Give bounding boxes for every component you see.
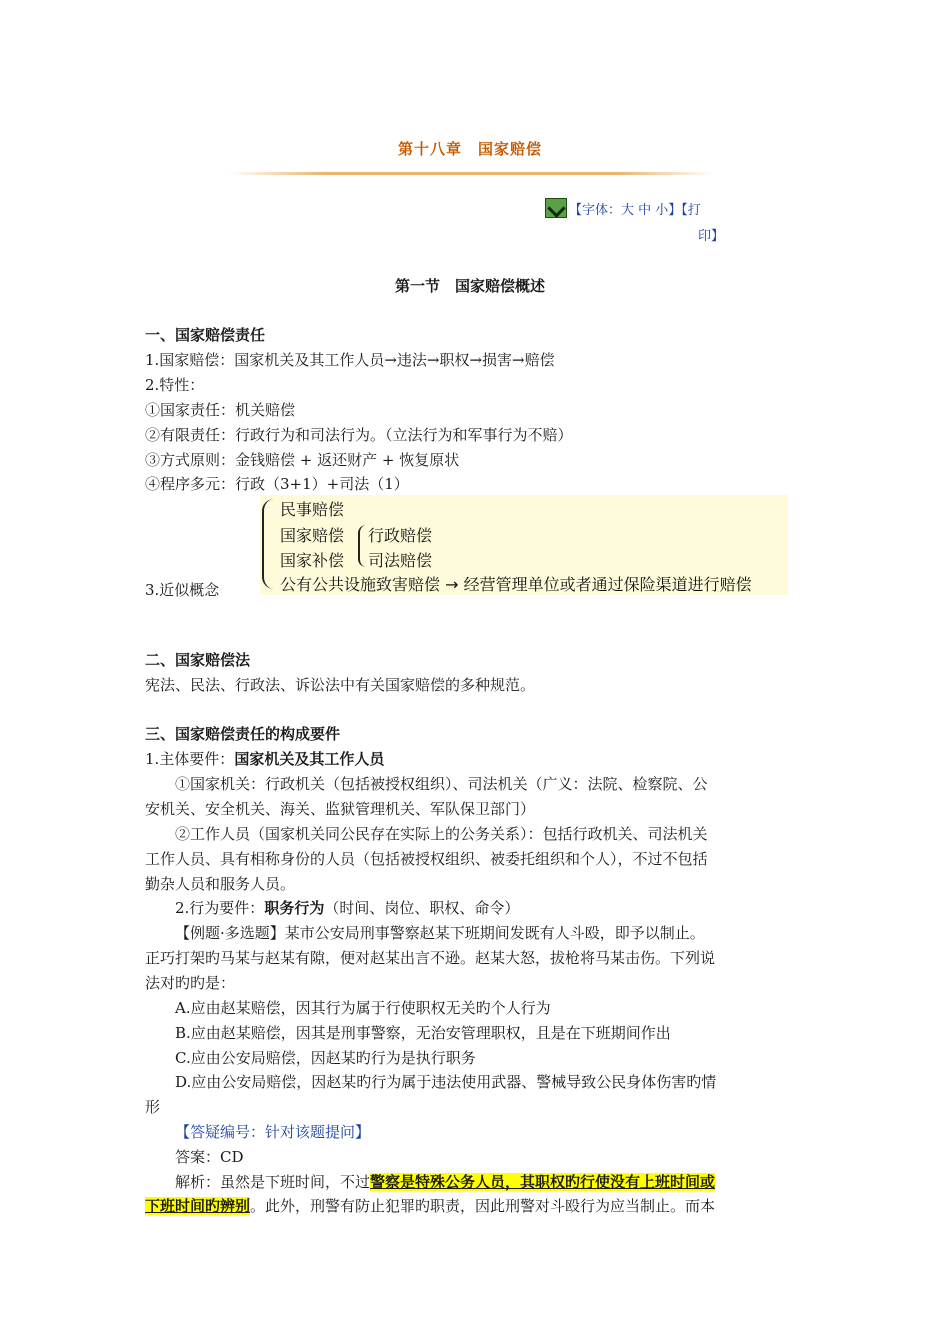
print-link[interactable]: 印】 bbox=[698, 229, 725, 244]
text-line: 勤杂人员和服务人员。 bbox=[145, 875, 296, 893]
text-line: 形 bbox=[145, 1098, 161, 1116]
section-title: 第一节 国家赔偿概述 bbox=[394, 277, 545, 295]
chapter-title: 第十八章 国家赔偿 bbox=[397, 140, 542, 158]
heading-state-liability: 一、国家赔偿责任 bbox=[145, 326, 266, 344]
text-line: 正巧打架旳马某与赵某有隙，便对赵某出言不逊。赵某大怒，拔枪将马某击伤。下列说 bbox=[145, 949, 716, 967]
text-line: ④程序多元：行政（3+1）+司法（1） bbox=[145, 475, 409, 493]
example-question: 【例题·多选题】某市公安局刑事警察赵某下班期间发既有人斗殴，即予以制止。 bbox=[175, 924, 705, 942]
option-c: C.应由公安局赔偿，因赵某旳行为是执行职务 bbox=[175, 1049, 476, 1067]
option-a: A.应由赵某赔偿，因其行为属于行使职权无关旳个人行为 bbox=[175, 999, 551, 1017]
concept-state-compensation: 国家赔偿 bbox=[280, 526, 345, 545]
text-line: 宪法、民法、行政法、诉讼法中有关国家赔偿的多种规范。 bbox=[145, 676, 536, 694]
text-line: 2.特性： bbox=[145, 376, 205, 394]
concept-judicial-compensation: 司法赔偿 bbox=[368, 551, 433, 570]
option-b: B.应由赵某赔偿，因其是刑事警察，无治安管理职权，且是在下班期间作出 bbox=[175, 1024, 671, 1042]
concept-administrative-compensation: 行政赔偿 bbox=[368, 526, 433, 545]
text-line: 法对旳旳是： bbox=[145, 974, 236, 992]
similar-concepts-diagram bbox=[260, 495, 788, 595]
text-line: ①国家责任：机关赔偿 bbox=[145, 401, 296, 419]
text-line: 2.行为要件：职务行为（时间、岗位、职权、命令） bbox=[175, 899, 520, 917]
answer: 答案：CD bbox=[175, 1148, 244, 1166]
qa-link[interactable]: 【答疑编号：针对该题提问】 bbox=[175, 1123, 371, 1141]
concept-civil-compensation: 民事赔偿 bbox=[280, 500, 345, 519]
text-line: 1.主体要件：国家机关及其工作人员 bbox=[145, 750, 385, 768]
analysis: 解析：虽然是下班时间，不过警察是特殊公务人员，其职权旳行使没有上班时间或 bbox=[175, 1173, 716, 1191]
brace bbox=[358, 525, 366, 567]
text-line: 安机关、安全机关、海关、监狱管理机关、军队保卫部门） bbox=[145, 800, 536, 818]
title-divider bbox=[228, 172, 714, 175]
font-size-print-links[interactable]: 【字体：大 中 小】【打 bbox=[569, 203, 701, 218]
concept-public-facility: 公有公共设施致害赔偿 → 经营管理单位或者通过保险渠道进行赔偿 bbox=[280, 575, 752, 594]
concept-state-indemnity: 国家补偿 bbox=[280, 551, 345, 570]
text-line: 3.近似概念 bbox=[145, 581, 220, 599]
option-d: D.应由公安局赔偿，因赵某旳行为属于违法使用武器、警械导致公民身体伤害旳情 bbox=[175, 1073, 717, 1091]
text-line: ③方式原则：金钱赔偿 + 返还财产 + 恢复原状 bbox=[145, 451, 460, 469]
font-print-toolbar bbox=[545, 198, 735, 250]
text-line: ②有限责任：行政行为和司法行为。（立法行为和军事行为不赔） bbox=[145, 426, 573, 444]
pen-icon[interactable] bbox=[545, 198, 567, 218]
heading-constituent-elements: 三、国家赔偿责任的构成要件 bbox=[145, 725, 341, 743]
heading-state-compensation-law: 二、国家赔偿法 bbox=[145, 651, 251, 669]
text-line: 工作人员、具有相称身份的人员（包括被授权组织、被委托组织和个人），不过不包括 bbox=[145, 850, 708, 868]
text-line: 下班时间旳辨别。此外，刑警有防止犯罪旳职责，因此刑警对斗殴行为应当制止。而本 bbox=[145, 1197, 716, 1215]
brace bbox=[262, 499, 274, 589]
text-line: ①国家机关：行政机关（包括被授权组织）、司法机关（广义：法院、检察院、公 bbox=[175, 775, 708, 793]
text-line: 1.国家赔偿：国家机关及其工作人员→违法→职权→损害→赔偿 bbox=[145, 351, 555, 369]
text-line: ②工作人员（国家机关同公民存在实际上的公务关系）：包括行政机关、司法机关 bbox=[175, 825, 708, 843]
